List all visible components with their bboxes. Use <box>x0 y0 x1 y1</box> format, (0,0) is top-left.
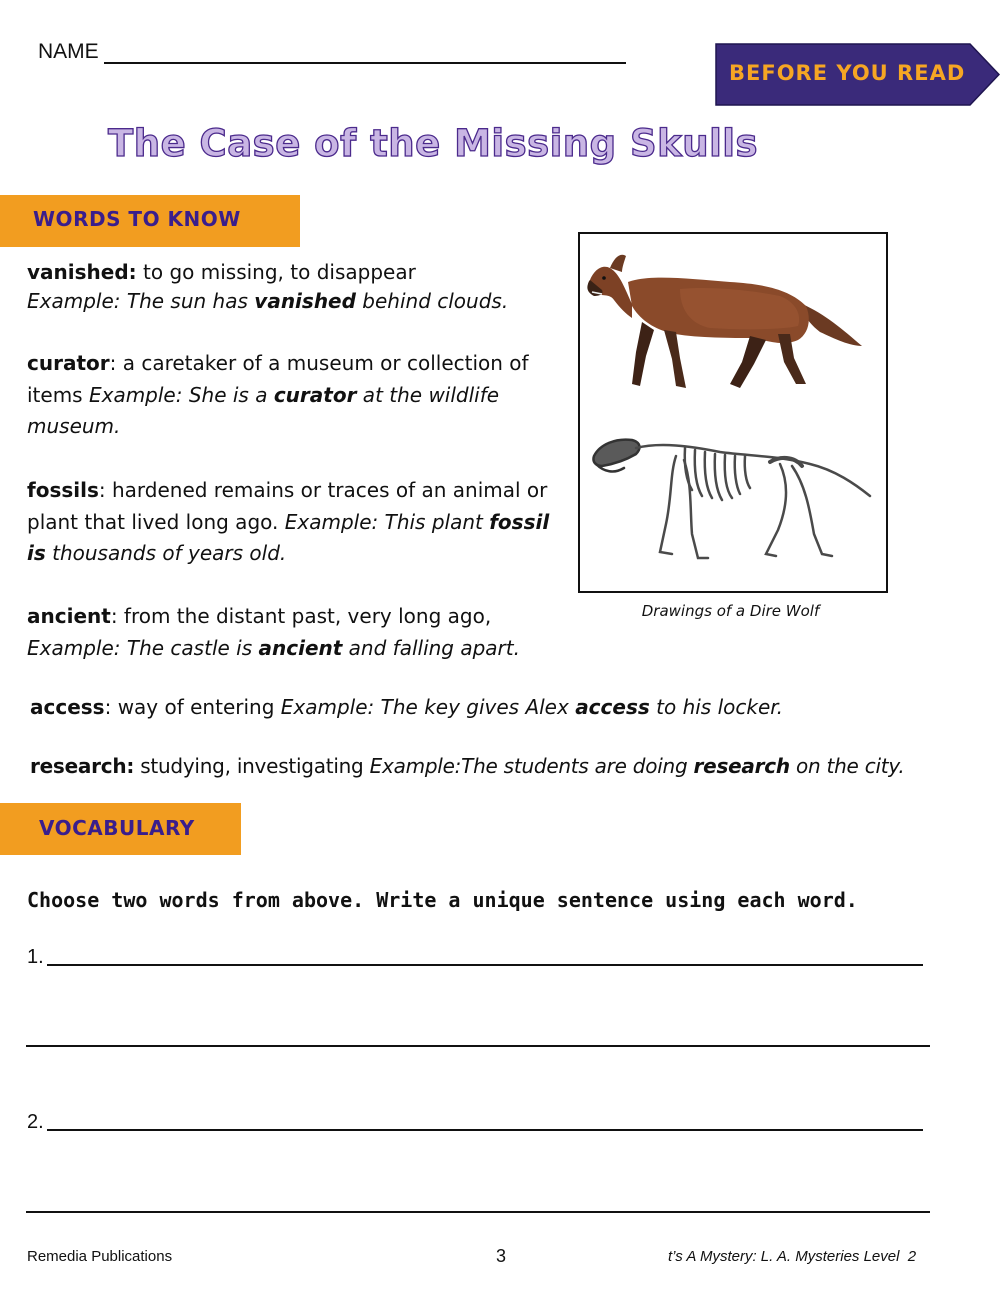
sentence-number-2: 2. <box>27 1111 44 1133</box>
name-write-line[interactable] <box>104 62 626 64</box>
before-you-read-tag <box>715 43 1000 106</box>
dire-wolf-skeleton-drawing-icon <box>593 440 870 558</box>
term: curator <box>27 351 110 375</box>
footer-page-number: 3 <box>496 1246 507 1266</box>
vocabulary-instruction: Choose two words from above. Write a unique sentence using each word. <box>27 888 858 912</box>
sentence-1-line-1[interactable] <box>47 964 923 966</box>
sentence-2-line-1[interactable] <box>47 1129 923 1131</box>
term: access <box>30 695 105 719</box>
sentence-1-line-2[interactable] <box>26 1045 930 1047</box>
term: research: <box>30 754 135 778</box>
name-label: NAME <box>38 40 99 63</box>
definition-vanished: vanished: to go missing, to disappear Example: The sun has vanished behind clouds. <box>27 260 509 313</box>
term: ancient <box>27 604 111 628</box>
sentence-number-1: 1. <box>27 946 44 968</box>
dire-wolf-illustration <box>580 234 885 590</box>
image-caption: Drawings of a Dire Wolf <box>641 602 820 620</box>
term: vanished: <box>27 260 137 284</box>
words-to-know-heading: WORDS TO KNOW <box>33 207 241 231</box>
before-you-read-label: BEFORE YOU READ <box>729 61 966 85</box>
page-title: The Case of the Missing Skulls <box>108 122 758 165</box>
definition-fossils: fossils: hardened remains or traces of an animal or plant that lived long ago. Example: This plant fossil is thousands of years old. <box>27 478 550 565</box>
definition-curator: curator: a caretaker of a museum or collection of items Example: She is a curator at the wildlife museum. <box>27 351 529 438</box>
vocabulary-heading: VOCABULARY <box>39 816 195 840</box>
footer-series: t’s A Mystery: L. A. Mysteries Level 2 <box>668 1248 917 1265</box>
definition-research: research: studying, investigating Example:The students are doing research on the city. <box>30 754 905 778</box>
footer-publisher: Remedia Publications <box>27 1248 173 1265</box>
dire-wolf-image-frame <box>578 232 888 593</box>
vocabulary-banner <box>0 803 241 855</box>
dire-wolf-drawing-icon <box>587 255 862 388</box>
sentence-2-line-2[interactable] <box>26 1211 930 1213</box>
words-to-know-banner <box>0 195 300 247</box>
definition-ancient: ancient: from the distant past, very long ago, Example: The castle is ancient and falling apart. <box>27 604 520 660</box>
definition-access: access: way of entering Example: The key gives Alex access to his locker. <box>30 695 784 719</box>
term: fossils <box>27 478 99 502</box>
